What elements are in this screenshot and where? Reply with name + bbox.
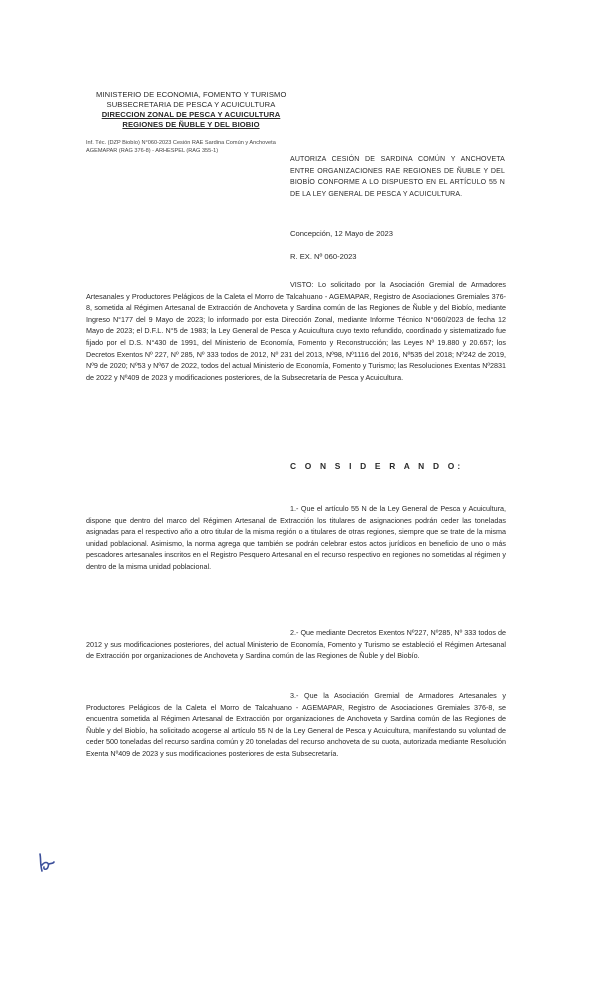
resolution-number: R. EX. Nº 060-2023 [290,252,357,261]
visto-paragraph: VISTO: Lo solicitado por la Asociación Gremial de Armadores Artesanales y Productores Pelágicos de la Caleta el Morro de Talcahuano - AGEMAPAR, Registro de Asociaciones Gremiales 376-8, sometida al Régimen Artesanal de Extracción de Anchoveta y Sardina común de las Regiones de Ñuble y del Biobío, mediante Ingreso N°177 del 9 Mayo de 2023; lo informado por esta Dirección Zonal, mediante Informe Técnico N°060/2023 de fecha 12 Mayo de 2023; el D.F.L. N°5 de 1983; la Ley General de Pesca y Acuicultura cuyo texto refundido, coordinado y sistematizado fue fijado por el D.S. N°430 de 1991, del Ministerio de Economía, Fomento y Reconstrucción; las Leyes Nº 19.880 y 20.657; los Decretos Exentos Nº 227, Nº 285, Nº 333 todos de 2012, Nº 231 del 2013, Nº98, Nº1116 del 2016, Nº535 del 2018; Nº242 de 2019, Nº9 de 2020; Nº53 y Nº67 de 2022, todos del actual Ministerio de Economía, Fomento y Turismo; las Resoluciones Exentas Nº2831 de 2022 y Nº409 de 2023 y modificaciones posteriores, de la Subsecretaría de Pesca y Acuicultura. [86,280,507,382]
considerando-paragraph-3: 3.- Que la Asociación Gremial de Armadores Artesanales y Productores Pelágicos de la Caleta el Morro de Talcahuano - AGEMAPAR, Registro de Asociaciones Gremiales 376-8, se encuentra sometida al Régimen Artesanal de Extracción por organizaciones de Anchoveta y Sardina común de las Regiones de Ñuble y del Biobío, ha solicitado acogerse al artículo 55 N de la Ley General de Pesca y Acuicultura, manifestando su voluntad de ceder 500 toneladas del recurso sardina común y 20 toneladas del recurso anchoveta de su cuota, autorizada mediante Resolución Exenta Nº409 de 2023 y sus modificaciones posteriores de esta Subsecretaría. [86,691,506,758]
considerando-paragraph-2: 2.- Que mediante Decretos Exentos Nº227, Nº285, Nº 333 todos de 2012 y sus modificaciones posteriores, del actual Ministerio de Economía, Fomento y Turismo se estableció el Régimen Artesanal de Extracción por organizaciones de Anchoveta y Sardina común de las Regiones de Ñuble y del Biobío. [86,628,506,661]
reference-line-1: Inf. Téc. (DZP Biobío) N°060-2023 Cesión RAE Sardina Común y Anchoveta [86,140,276,146]
regiones-name: REGIONES DE ÑUBLE Y DEL BIOBIO [122,120,260,129]
direccion-name: DIRECCION ZONAL DE PESCA Y ACUICULTURA [101,110,281,119]
handwritten-initial-icon [36,852,58,874]
reference-line-2: AGEMAPAR (RAG 376-8) - ARHESPEL (RAG 355-1) [86,148,219,154]
place-date: Concepción, 12 Mayo de 2023 [290,229,394,238]
considerando-heading: C O N S I D E R A N D O: [290,461,464,471]
ministry-name: MINISTERIO DE ECONOMIA, FOMENTO Y TURISMO [96,90,287,99]
considerando-paragraph-1: 1.- Que el artículo 55 N de la Ley General de Pesca y Acuicultura, dispone que dentro del marco del Régimen Artesanal de Extracción los titulares de asignaciones podrán ceder las toneladas asignadas para el respectivo año a otro titular de la misma región o a titulares de otras regiones, siempre que se trate de la misma unidad poblacional. Asimismo, la norma agrega que también se podrán celebrar estos actos jurídicos en beneficio de uno o más pescadores artesanales inscritos en el Registro Pesquero Artesanal en el recurso respectivo en regiones no sometidas al régimen y dentro de la misma unidad poblacional. [86,504,506,571]
subsecretaria-name: SUBSECRETARIA DE PESCA Y ACUICULTURA [106,100,276,109]
letterhead [96,90,286,130]
resolution-subject: AUTORIZA CESIÓN DE SARDINA COMÚN Y ANCHOVETA ENTRE ORGANIZACIONES RAE REGIONES DE ÑUBLE Y DEL BIOBÍO CONFORME A LO DISPUESTO EN EL ARTÍCULO 55 N DE LA LEY GENERAL DE PESCA Y ACUICULTURA. [290,156,505,198]
reference-lines [86,139,306,155]
